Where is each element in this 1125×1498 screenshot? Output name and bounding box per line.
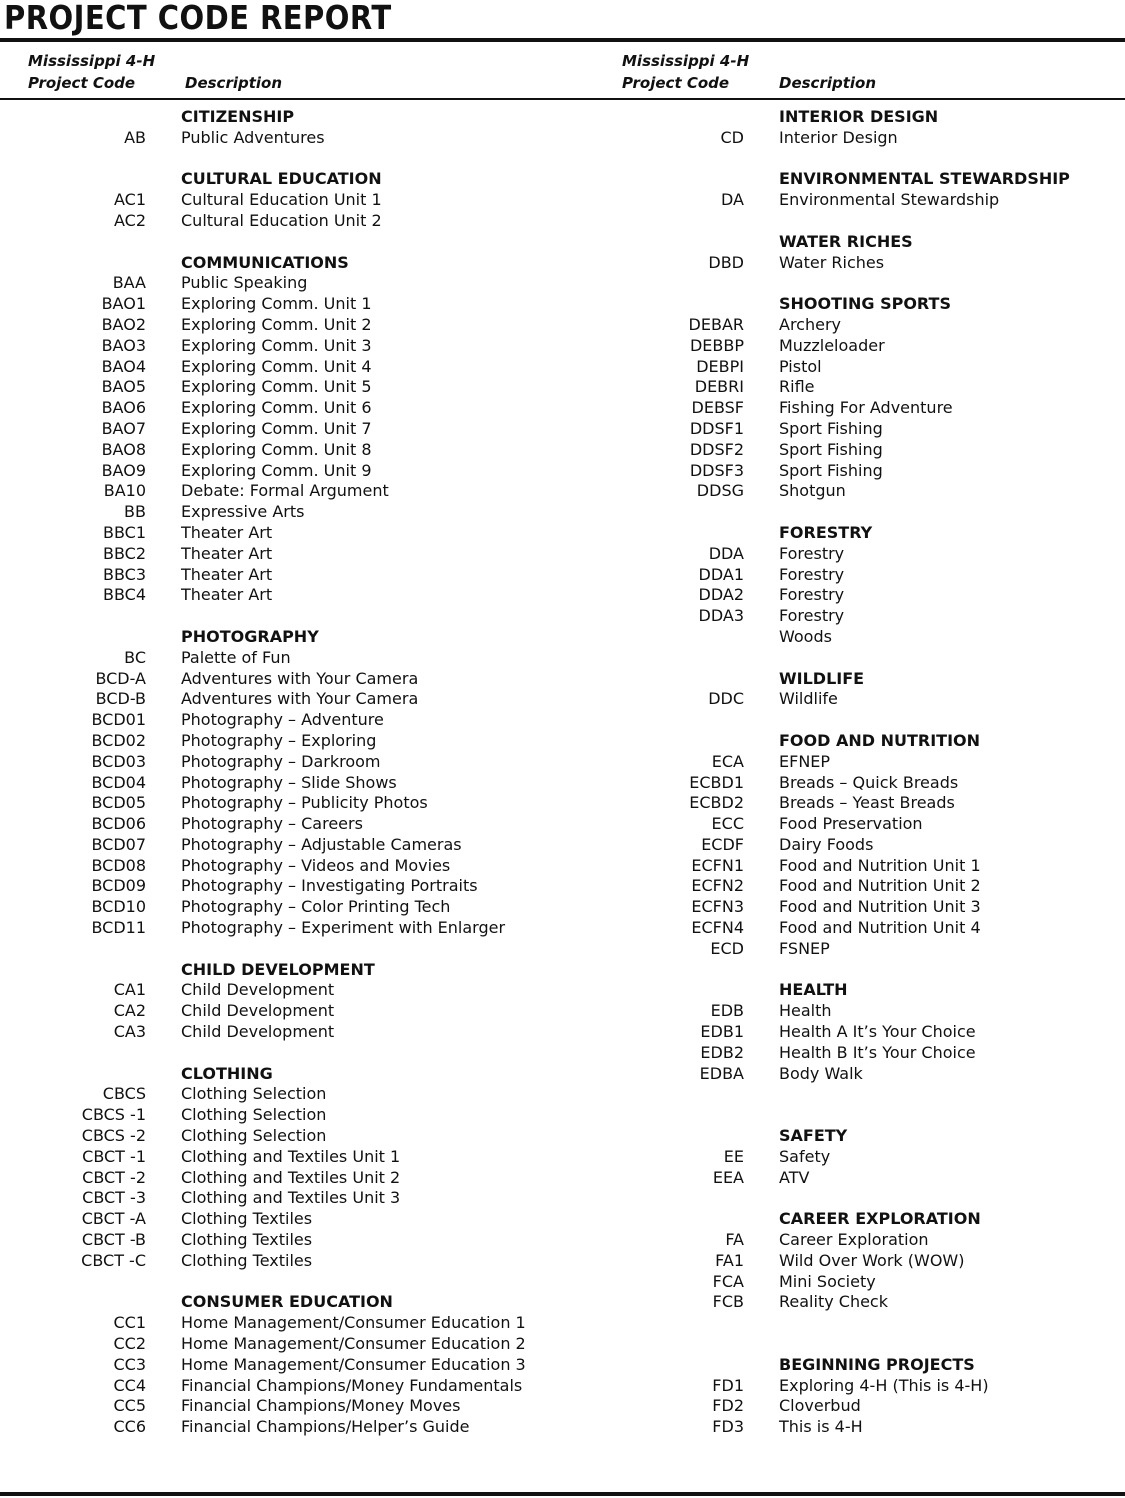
project-description: Clothing Textiles <box>181 1250 313 1270</box>
category-title: CITIZENSHIP <box>181 107 295 126</box>
project-description: Theater Art <box>181 522 273 542</box>
project-code: EDB1 <box>700 1022 744 1042</box>
project-code: BCD-B <box>95 689 146 709</box>
category-title: CONSUMER EDUCATION <box>181 1292 393 1312</box>
project-description: Wildlife <box>779 689 838 709</box>
project-code: AC1 <box>113 190 146 210</box>
project-code: ECA <box>711 751 744 771</box>
project-description: Child Development <box>181 980 335 1000</box>
project-code: ECFN3 <box>691 897 744 917</box>
project-description: Clothing Selection <box>181 1105 327 1125</box>
project-code: CC5 <box>113 1396 146 1416</box>
project-code: BCD09 <box>91 876 146 896</box>
project-code: ECBD2 <box>689 793 744 813</box>
project-description: Clothing and Textiles Unit 1 <box>181 1146 401 1166</box>
project-description: Health A It’s Your Choice <box>779 1022 976 1042</box>
page-title: PROJECT CODE REPORT <box>4 0 392 37</box>
project-description: Clothing Textiles <box>181 1230 313 1250</box>
project-description: Exploring Comm. Unit 9 <box>181 460 372 480</box>
project-description: Food and Nutrition Unit 4 <box>779 918 981 938</box>
project-code: BCD01 <box>91 710 146 730</box>
category-title: FORESTRY <box>779 522 873 542</box>
project-code: BAO7 <box>101 418 146 438</box>
project-description: Photography – Investigating Portraits <box>181 876 478 896</box>
category-title: CAREER EXPLORATION <box>779 1209 981 1229</box>
project-code: DBD <box>708 252 744 272</box>
project-description: Water Riches <box>779 252 885 272</box>
project-code: DDSF1 <box>689 418 744 438</box>
project-code: CBCT -1 <box>82 1146 146 1166</box>
project-code: CBCS -2 <box>81 1126 146 1146</box>
project-code: DDA1 <box>698 564 744 584</box>
project-description: Exploring Comm. Unit 7 <box>181 418 372 438</box>
category-title: CULTURAL EDUCATION <box>181 169 382 189</box>
project-description: Woods <box>779 626 832 646</box>
header-right-code <box>622 50 749 94</box>
project-description: Photography – Adjustable Cameras <box>181 834 462 854</box>
project-description: Safety <box>779 1146 831 1166</box>
project-code: DDSF3 <box>689 460 744 480</box>
project-description: Forestry <box>779 585 845 605</box>
header-left-description: Description <box>185 74 283 92</box>
project-code: ECC <box>711 814 744 834</box>
project-description: Clothing Selection <box>181 1126 327 1146</box>
project-code: FCB <box>712 1292 744 1312</box>
project-description: Health B It’s Your Choice <box>779 1042 976 1062</box>
project-description: Mini Society <box>779 1271 876 1291</box>
project-code: EDBA <box>699 1063 744 1083</box>
project-code: CBCT -B <box>81 1230 146 1250</box>
category-title: FOOD AND NUTRITION <box>779 730 981 750</box>
project-description: Fishing For Adventure <box>779 398 953 418</box>
project-description: Exploring Comm. Unit 3 <box>181 335 372 355</box>
project-description: Forestry <box>779 564 845 584</box>
project-code: BCD10 <box>91 897 146 917</box>
header-code-line1: Mississippi 4-H <box>28 52 156 70</box>
project-description: Financial Champions/Money Fundamentals <box>181 1375 523 1395</box>
project-description: Adventures with Your Camera <box>181 689 419 709</box>
project-code: BC <box>124 647 146 667</box>
project-code: DA <box>721 190 744 210</box>
project-description: Public Speaking <box>181 273 308 293</box>
project-description: Clothing and Textiles Unit 3 <box>181 1188 401 1208</box>
project-code: BAO4 <box>101 356 146 376</box>
project-description: Body Walk <box>779 1063 863 1083</box>
project-code: CD <box>720 127 744 147</box>
project-code: BCD11 <box>91 918 146 938</box>
project-description: Photography – Exploring <box>181 730 377 750</box>
project-code: CC3 <box>113 1354 146 1374</box>
project-code: CC6 <box>113 1417 146 1437</box>
project-description: Food and Nutrition Unit 1 <box>779 855 981 875</box>
header-rule <box>0 98 1125 100</box>
category-title: CHILD DEVELOPMENT <box>181 959 375 979</box>
project-description: Shotgun <box>779 481 846 501</box>
project-code: BBC2 <box>102 543 146 563</box>
project-code: ECDF <box>701 834 744 854</box>
project-code: BB <box>124 502 146 522</box>
project-description: Expressive Arts <box>181 502 305 522</box>
project-description: Child Development <box>181 1022 335 1042</box>
project-description: Palette of Fun <box>181 647 291 667</box>
project-code: CA2 <box>113 1001 146 1021</box>
bottom-rule <box>0 1492 1125 1496</box>
project-description: Photography – Slide Shows <box>181 772 397 792</box>
project-description: EFNEP <box>779 751 831 771</box>
project-code: BBC1 <box>102 522 146 542</box>
project-code: CBCT -C <box>81 1250 146 1270</box>
project-description: Dairy Foods <box>779 834 874 854</box>
header-code-line2: Project Code <box>622 74 730 92</box>
project-code: BCD06 <box>91 814 146 834</box>
project-description: Cultural Education Unit 2 <box>181 210 382 230</box>
project-code: ECFN4 <box>691 918 744 938</box>
project-code: ECD <box>710 938 744 958</box>
project-description: Exploring Comm. Unit 4 <box>181 356 372 376</box>
project-description: Reality Check <box>779 1292 888 1312</box>
project-description: Photography – Darkroom <box>181 751 381 771</box>
project-code: EDB <box>710 1001 744 1021</box>
project-description: Clothing Textiles <box>181 1209 313 1229</box>
project-description: Food Preservation <box>779 814 923 834</box>
project-description: Sport Fishing <box>779 460 883 480</box>
header-right-description: Description <box>779 74 877 92</box>
project-code: DDA <box>708 543 744 563</box>
project-code: FCA <box>712 1271 744 1291</box>
project-code: BCD03 <box>91 751 146 771</box>
project-code: CBCT -A <box>81 1209 146 1229</box>
project-description: Interior Design <box>779 127 898 147</box>
project-code: FA <box>725 1230 744 1250</box>
category-title: SHOOTING SPORTS <box>779 294 951 314</box>
project-code: DDC <box>708 689 744 709</box>
project-code: CBCT -2 <box>82 1167 146 1187</box>
category-title: COMMUNICATIONS <box>181 252 349 272</box>
project-description: FSNEP <box>779 938 830 958</box>
project-description: Career Exploration <box>779 1230 929 1250</box>
project-code: CC2 <box>113 1334 146 1354</box>
project-description: Photography – Experiment with Enlarger <box>181 918 506 938</box>
project-code: BAO5 <box>101 377 146 397</box>
project-description: This is 4-H <box>779 1417 863 1437</box>
project-code: BAA <box>112 273 146 293</box>
category-title: CLOTHING <box>181 1063 273 1083</box>
project-code: FD1 <box>712 1375 744 1395</box>
category-title: SAFETY <box>779 1126 848 1146</box>
project-code: FD3 <box>712 1417 744 1437</box>
project-description: Exploring Comm. Unit 1 <box>181 294 372 314</box>
header-code-line1: Mississippi 4-H <box>622 52 750 70</box>
project-code: DEBBP <box>689 335 744 355</box>
project-code: FD2 <box>712 1396 744 1416</box>
project-code: DEBSF <box>691 398 744 418</box>
project-description: ATV <box>779 1167 810 1187</box>
project-code: CA1 <box>113 980 146 1000</box>
project-description: Food and Nutrition Unit 2 <box>779 876 981 896</box>
project-description: Photography – Publicity Photos <box>181 793 428 813</box>
project-description: Photography – Color Printing Tech <box>181 897 451 917</box>
project-description: Health <box>779 1001 832 1021</box>
project-code: EE <box>723 1146 744 1166</box>
project-code: DEBRI <box>694 377 744 397</box>
project-description: Forestry <box>779 606 845 626</box>
project-description: Child Development <box>181 1001 335 1021</box>
project-description: Theater Art <box>181 585 273 605</box>
category-title: ENVIRONMENTAL STEWARDSHIP <box>779 169 1070 189</box>
project-description: Sport Fishing <box>779 418 883 438</box>
project-description: Photography – Careers <box>181 814 363 834</box>
project-code: DEBAR <box>688 314 744 334</box>
project-code: DDSG <box>696 481 744 501</box>
project-description: Forestry <box>779 543 845 563</box>
project-description: Rifle <box>779 377 815 397</box>
project-description: Food and Nutrition Unit 3 <box>779 897 981 917</box>
project-code: ECBD1 <box>689 772 744 792</box>
project-code: ECFN2 <box>691 876 744 896</box>
project-description: Home Management/Consumer Education 3 <box>181 1354 526 1374</box>
project-description: Exploring Comm. Unit 5 <box>181 377 372 397</box>
project-description: Theater Art <box>181 564 273 584</box>
project-code: BAO1 <box>101 294 146 314</box>
category-title: WILDLIFE <box>779 668 865 688</box>
project-code: DDA3 <box>698 606 744 626</box>
project-description: Clothing and Textiles Unit 2 <box>181 1167 401 1187</box>
project-code: BAO8 <box>101 439 146 459</box>
project-code: BAO3 <box>101 335 146 355</box>
project-code: BCD-A <box>95 668 146 688</box>
top-rule <box>0 38 1125 42</box>
project-code: BCD07 <box>91 834 146 854</box>
project-code: BBC3 <box>102 564 146 584</box>
header-code-line2: Project Code <box>28 74 136 92</box>
project-code: AC2 <box>113 210 146 230</box>
project-description: Exploring Comm. Unit 2 <box>181 314 372 334</box>
project-code: BAO2 <box>101 314 146 334</box>
project-code: CA3 <box>113 1022 146 1042</box>
project-code: DEBPI <box>696 356 744 376</box>
project-code: CC4 <box>113 1375 146 1395</box>
project-code: BA10 <box>103 481 146 501</box>
project-description: Theater Art <box>181 543 273 563</box>
project-description: Exploring Comm. Unit 8 <box>181 439 372 459</box>
project-description: Wild Over Work (WOW) <box>779 1250 965 1270</box>
project-description: Cultural Education Unit 1 <box>181 190 382 210</box>
category-title: PHOTOGRAPHY <box>181 626 319 646</box>
project-code: FA1 <box>715 1250 744 1270</box>
project-description: Home Management/Consumer Education 1 <box>181 1313 526 1333</box>
project-code: BCD04 <box>91 772 146 792</box>
project-description: Photography – Videos and Movies <box>181 855 451 875</box>
project-description: Financial Champions/Helper’s Guide <box>181 1417 470 1437</box>
project-description: Environmental Stewardship <box>779 190 1000 210</box>
project-code: BBC4 <box>102 585 146 605</box>
header-left-code <box>28 50 155 94</box>
project-description: Clothing Selection <box>181 1084 327 1104</box>
project-code: CBCT -3 <box>82 1188 146 1208</box>
project-description: Cloverbud <box>779 1396 861 1416</box>
project-code: BCD08 <box>91 855 146 875</box>
project-code: CBCS <box>102 1084 146 1104</box>
project-description: Archery <box>779 314 841 334</box>
project-description: Muzzleloader <box>779 335 885 355</box>
project-code: EEA <box>712 1167 744 1187</box>
project-code: ECFN1 <box>691 855 744 875</box>
project-description: Financial Champions/Money Moves <box>181 1396 461 1416</box>
project-description: Sport Fishing <box>779 439 883 459</box>
project-description: Public Adventures <box>181 127 325 147</box>
project-code: CBCS -1 <box>81 1105 146 1125</box>
project-code: BCD05 <box>91 793 146 813</box>
project-code: CC1 <box>113 1313 146 1333</box>
category-title: WATER RICHES <box>779 231 913 251</box>
project-code: BAO6 <box>101 398 146 418</box>
project-code: DDSF2 <box>689 439 744 459</box>
project-description: Photography – Adventure <box>181 710 384 730</box>
project-code: EDB2 <box>700 1042 744 1062</box>
project-code: BCD02 <box>91 730 146 750</box>
project-code: BAO9 <box>101 460 146 480</box>
project-description: Debate: Formal Argument <box>181 481 389 501</box>
category-title: INTERIOR DESIGN <box>779 107 939 126</box>
project-description: Pistol <box>779 356 822 376</box>
project-description: Breads – Quick Breads <box>779 772 959 792</box>
project-code: AB <box>124 127 146 147</box>
category-title: BEGINNING PROJECTS <box>779 1354 975 1374</box>
project-description: Exploring 4-H (This is 4-H) <box>779 1375 989 1395</box>
project-description: Adventures with Your Camera <box>181 668 419 688</box>
project-description: Breads – Yeast Breads <box>779 793 955 813</box>
project-code: DDA2 <box>698 585 744 605</box>
project-description: Exploring Comm. Unit 6 <box>181 398 372 418</box>
category-title: HEALTH <box>779 980 848 1000</box>
project-description: Home Management/Consumer Education 2 <box>181 1334 526 1354</box>
